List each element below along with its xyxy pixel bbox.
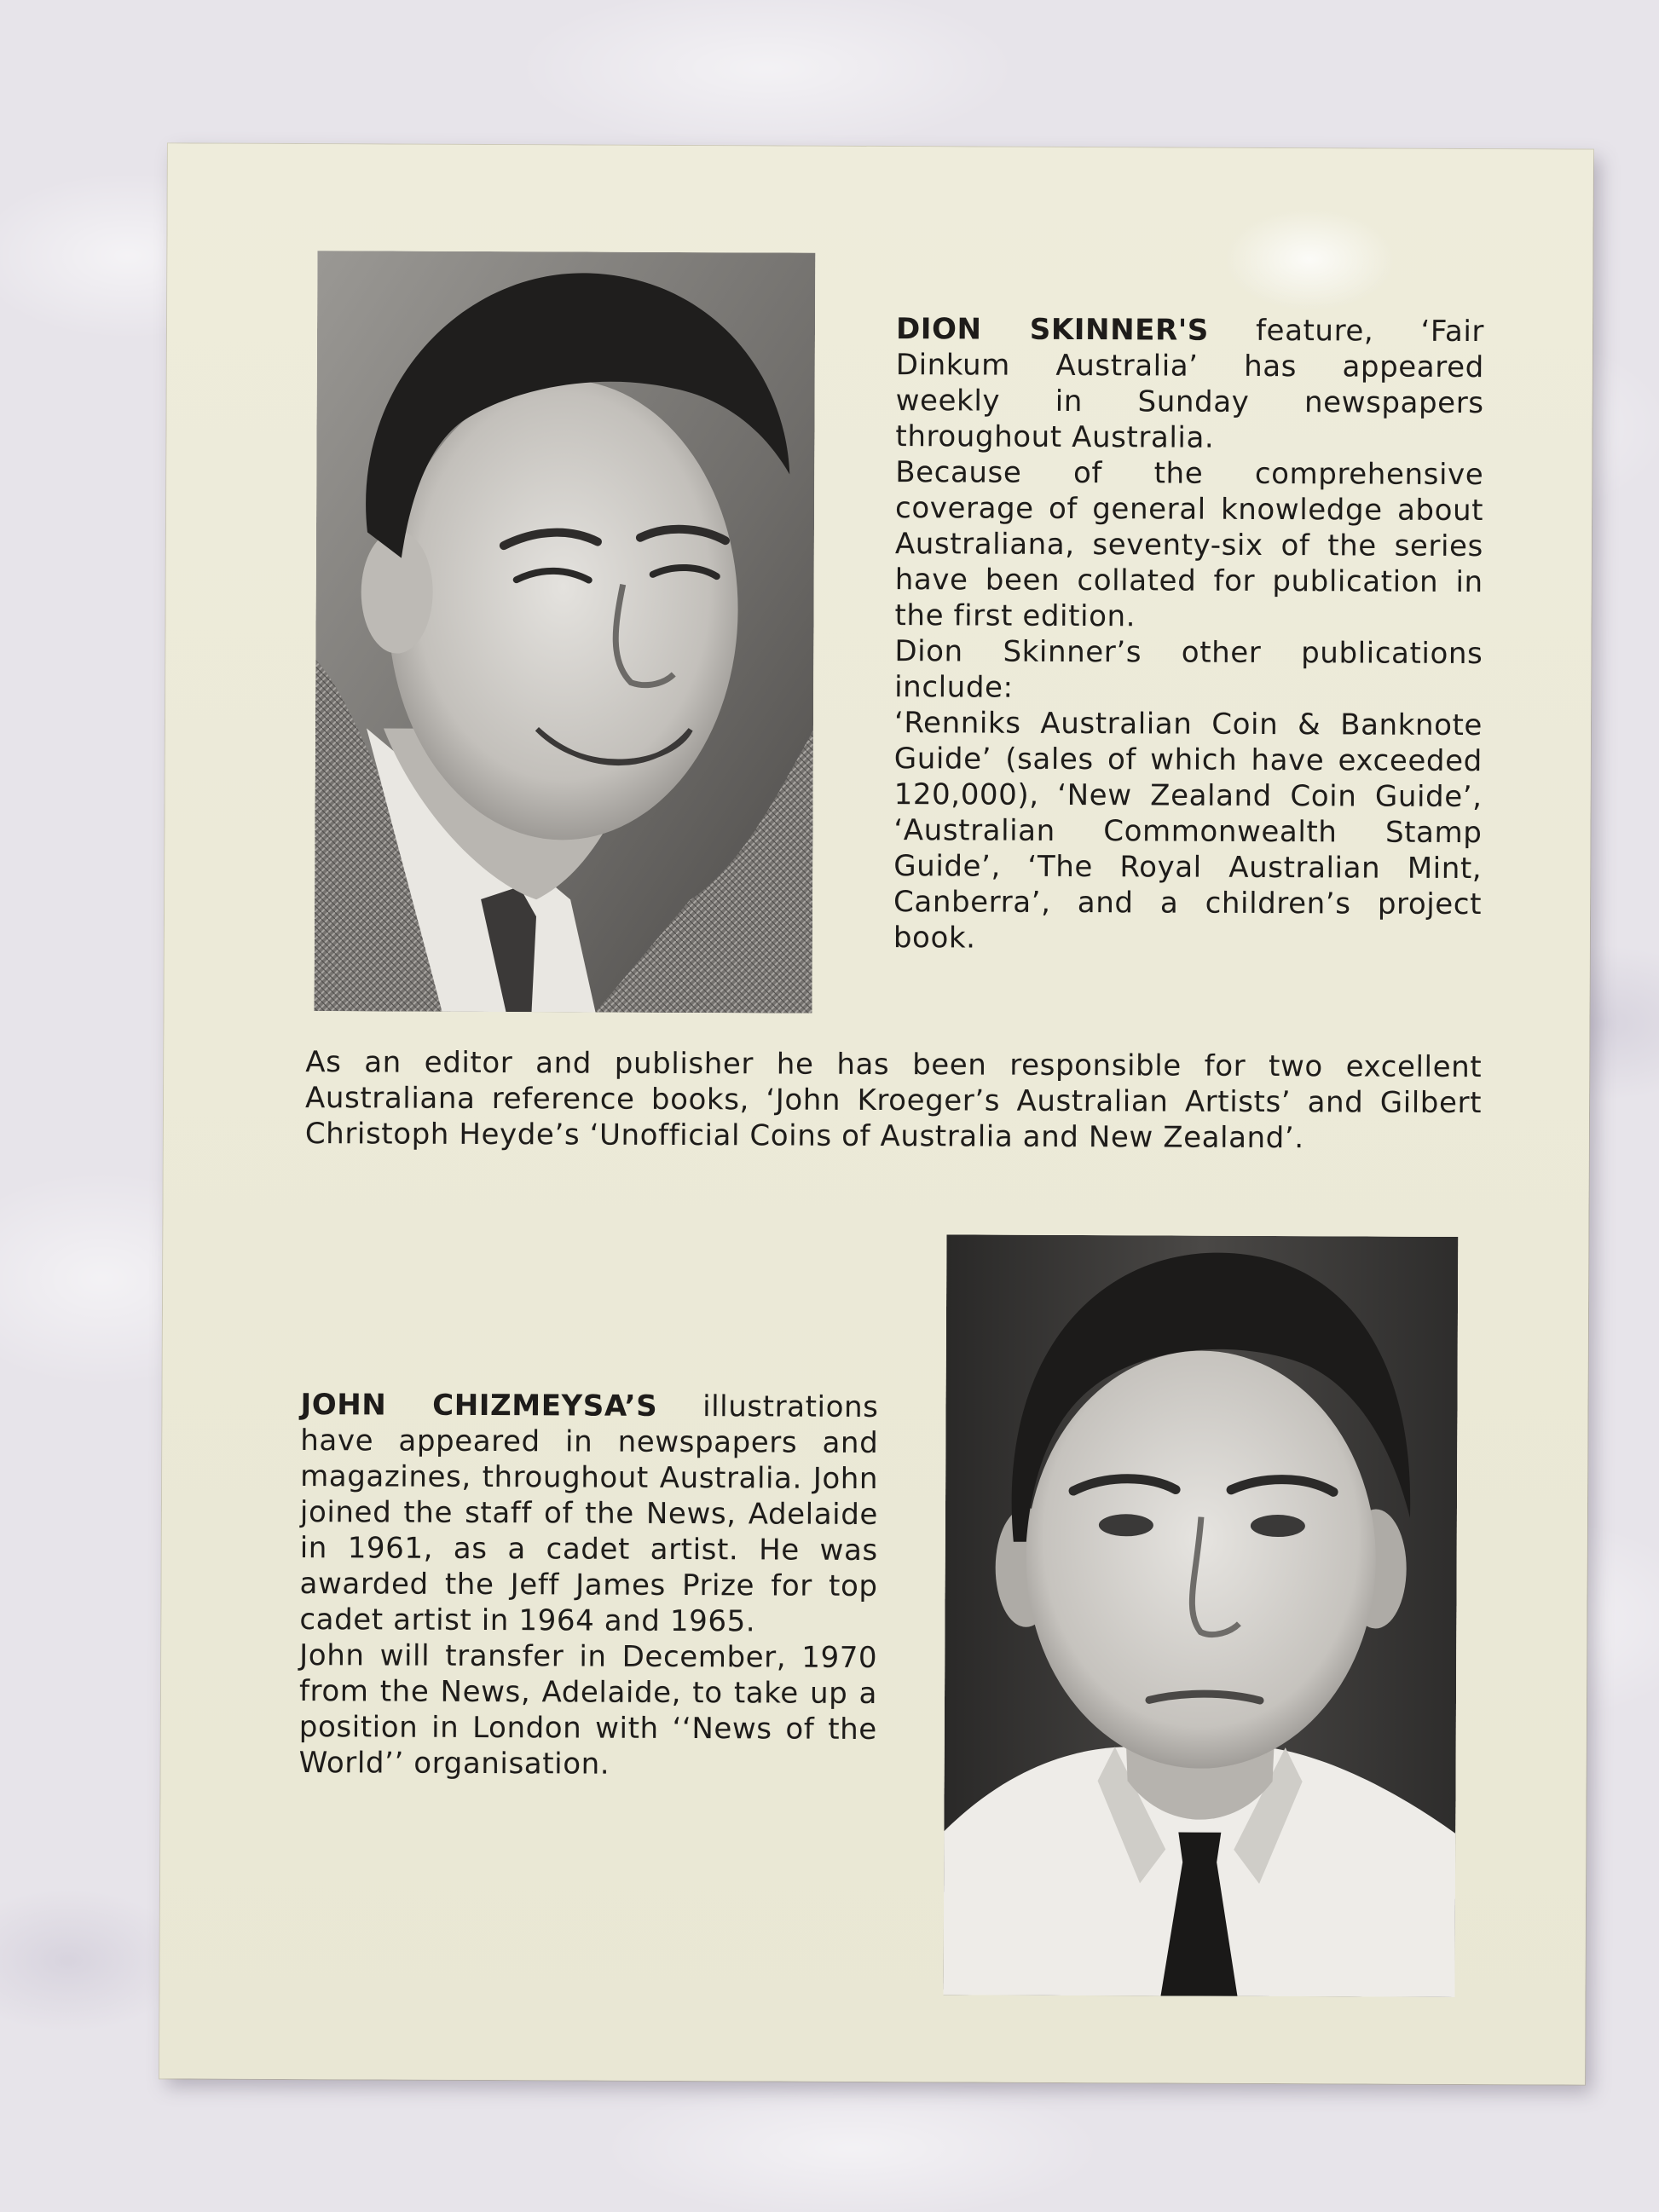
chizmeysa-transfer-paragraph: John will transfer in December, 1970 from the News, Adelaide, to take up a position in London with ‘‘News of the World’’ organisation.	[298, 1638, 878, 1782]
skinner-coverage-paragraph: Because of the comprehensive coverage of general knowledge about Australiana, seventy-six of the series have been collated for publication in the first edition.	[894, 455, 1484, 634]
editor-publisher-paragraph	[305, 1044, 1483, 1157]
cover-light-spot	[1224, 208, 1396, 311]
skinner-intro-paragraph	[895, 311, 1484, 457]
chizmeysa-intro-paragraph	[299, 1387, 878, 1640]
skinner-publications-intro: Dion Skinner’s other publications include:	[894, 634, 1483, 705]
john-chizmeysa-bio	[299, 1387, 879, 1783]
dion-skinner-bio	[893, 311, 1484, 958]
skinner-intro-text: feature, ‘Fair Dinkum Australia’ has appeared weekly in Sunday newspapers throughout Australia.	[895, 313, 1485, 455]
skinner-name: DION SKINNER'S	[895, 312, 1209, 348]
editor-publisher-text: As an editor and publisher he has been responsible for two excellent Australiana reference books, ‘John Kroeger’s Australian Artists’ and Gilbert Christoph Heyde’s ‘Unofficial Coins of Australia and New Zealand’.	[304, 1045, 1483, 1156]
chizmeysa-intro-text: illustrations have appeared in newspapers and magazines, throughout Australia. John joined the staff of the News, Adelaide in 1961, as a cadet artist. He was awarded the Jeff James Prize for top cadet artist in 1964 and 1965.	[299, 1389, 879, 1639]
chizmeysa-name: JOHN CHIZMEYSA’S	[300, 1388, 658, 1424]
john-chizmeysa-photo	[943, 1234, 1458, 1997]
skinner-publications-list: ‘Renniks Australian Coin & Banknote Guide’ (sales of which have exceeded 120,000), ‘New Zealand Coin Guide’, ‘Australian Commonwealth Stamp Guide’, ‘The Royal Australian Mint, Canberra’, and a children’s project book.	[893, 706, 1483, 956]
dion-skinner-photo	[315, 251, 816, 1014]
book-back-cover	[159, 143, 1593, 2084]
